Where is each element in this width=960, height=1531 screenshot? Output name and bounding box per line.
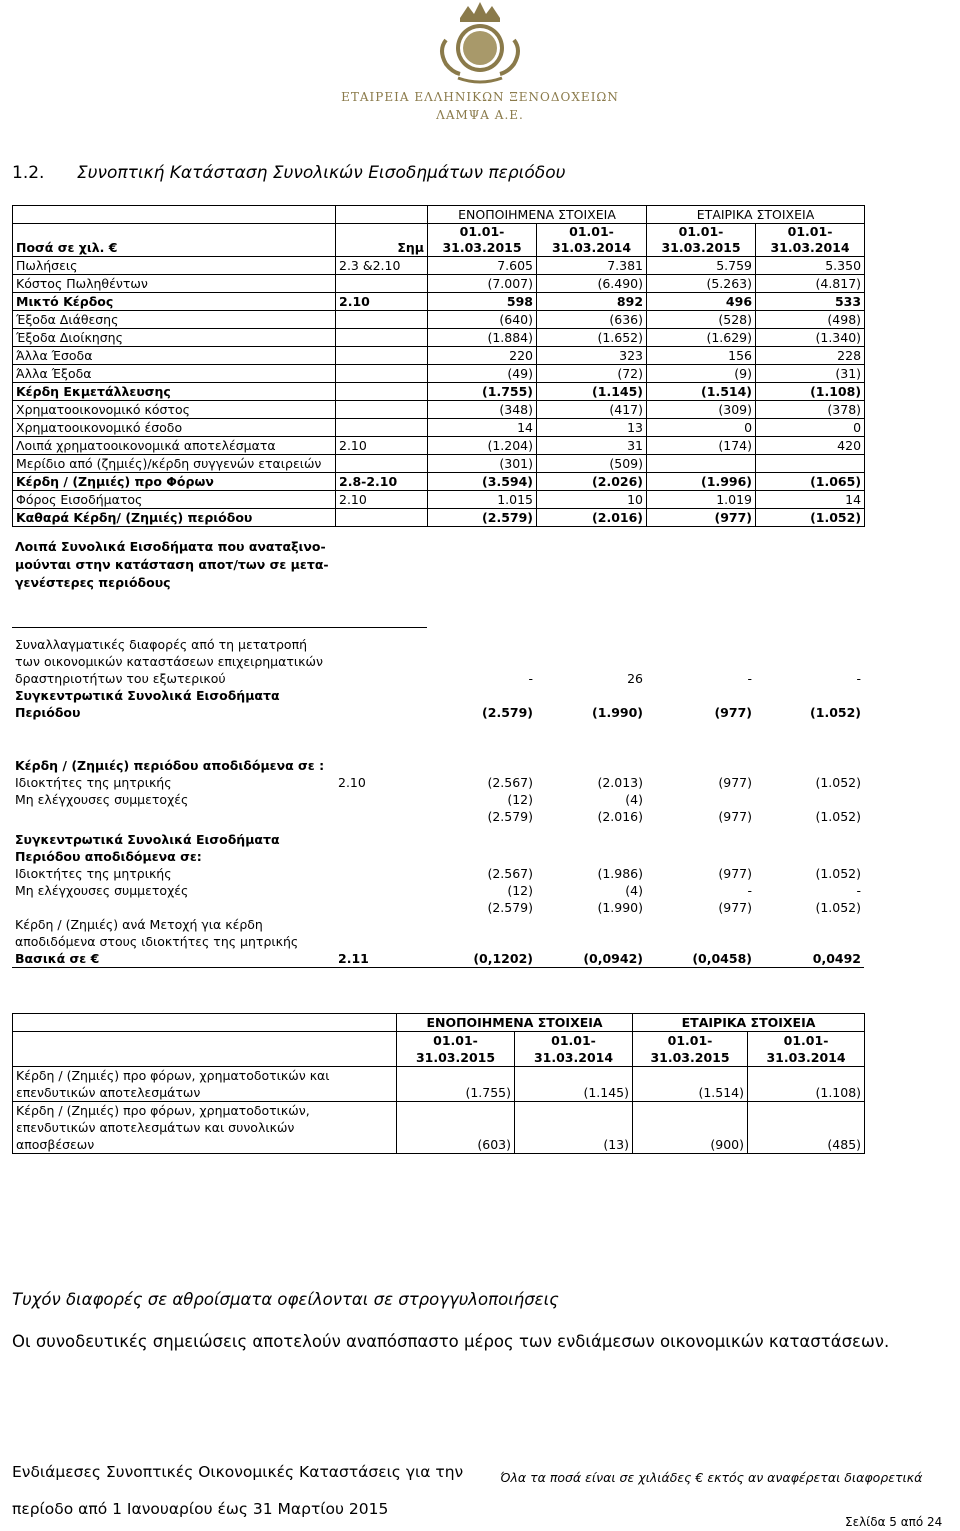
table-row [13,491,865,509]
value-cell: (977) [718,865,752,881]
value-cell: - [528,670,533,686]
note-cell [336,509,428,527]
table-row [12,687,864,721]
value-cell: (1.204) [428,437,537,455]
value-cell: - [747,670,752,686]
value-cell: (2.016) [537,509,647,527]
header-consolidated: ΕΝΟΠΟΙΗΜΕΝΑ ΣΤΟΙΧΕΙΑ [397,1014,633,1032]
value-cell: (2.013) [597,774,643,790]
note-cell [336,311,428,329]
owners-label: Ιδιοκτήτες της μητρικής [15,865,172,881]
table-row [13,437,865,455]
value-cell: 156 [647,347,756,365]
value-cell: (528) [647,311,756,329]
value-cell: 598 [428,293,537,311]
value-cell: (1.990) [592,704,643,720]
value-cell: (348) [428,401,537,419]
logo-company-name: ΕΤΑΙΡΕΙΑ ΕΛΛΗΝΙΚΩΝ ΞΕΝΟΔΟΧΕΙΩΝ [341,90,619,104]
tci-attributable-heading: Συγκεντρωτικά Συνολικά Εισοδήματα Περιόδου αποδιδόμενα σε: [15,831,280,864]
table-header-row [13,1032,865,1067]
table-row [13,311,865,329]
header-period: 01.01- 31.03.2014 [756,224,865,257]
table-row [12,899,864,916]
comprehensive-income-table [12,538,864,969]
table-row [13,383,865,401]
value-cell: 7.605 [428,257,537,275]
table-row [12,774,864,791]
table-row [12,865,864,882]
value-cell [756,455,865,473]
value-cell: 892 [537,293,647,311]
value-cell: (900) [633,1102,748,1154]
value-cell: 0,0492 [812,950,861,966]
ebit-label: Κέρδη / (Ζημιές) προ φόρων, χρηματοδοτικών και επενδυτικών αποτελεσμάτων [13,1067,397,1102]
row-label: Λοιπά χρηματοοικονομικά αποτελέσματα [13,437,336,455]
value-cell: 10 [537,491,647,509]
table-row [13,275,865,293]
value-cell: (1.052) [815,774,861,790]
value-cell: 323 [537,347,647,365]
value-cell: 14 [756,491,865,509]
value-cell: (378) [756,401,865,419]
value-cell: (3.594) [428,473,537,491]
table-row [12,538,864,628]
value-cell: 26 [627,670,643,686]
value-cell: (1.996) [647,473,756,491]
table-row [13,1067,865,1102]
note-cell [336,419,428,437]
value-cell: (0,0458) [692,950,752,966]
value-cell: (1.629) [647,329,756,347]
note-cell: 2.11 [338,950,369,966]
value-cell: (498) [756,311,865,329]
value-cell: (9) [647,365,756,383]
value-cell: (977) [714,704,752,720]
value-cell: (485) [748,1102,865,1154]
header-period: 01.01- 31.03.2014 [748,1032,865,1067]
row-label: Μερίδιο από (ζημιές)/κέρδη συγγενών εταιρειών [13,455,336,473]
row-label: Χρηματοοικονομικό κόστος [13,401,336,419]
row-label: Άλλα Έσοδα [13,347,336,365]
value-cell: (13) [515,1102,633,1154]
header-period: 01.01- 31.03.2015 [397,1032,515,1067]
table-row [13,365,865,383]
value-cell: (2.579) [487,899,533,915]
value-cell: (1.145) [515,1067,633,1102]
section-number: 1.2. [12,163,45,183]
section-heading [12,163,565,183]
value-cell: (4.817) [756,275,865,293]
value-cell: 220 [428,347,537,365]
table-row [12,636,864,687]
income-statement-rows [13,257,865,527]
section-title: Συνοπτική Κατάσταση Συνολικών Εισοδημάτων περιόδου [76,163,566,183]
header-company: ΕΤΑΙΡΙΚΑ ΣΤΟΙΧΕΙΑ [647,206,865,224]
value-cell: (977) [718,774,752,790]
row-label: Έξοδα Διοίκησης [13,329,336,347]
value-cell: (1.990) [597,899,643,915]
value-cell: (1.755) [428,383,537,401]
value-cell: 496 [647,293,756,311]
value-cell: - [747,882,752,898]
eps-label: Κέρδη / (Ζημιές) ανά Μετοχή για κέρδη αποδιδόμενα στους ιδιοκτήτες της μητρικής [15,916,299,949]
value-cell: (1.340) [756,329,865,347]
row-label: Άλλα Έξοδα [13,365,336,383]
value-cell: 228 [756,347,865,365]
value-cell: (2.579) [482,704,533,720]
value-cell: 1.019 [647,491,756,509]
table-row [13,419,865,437]
page-number: Σελίδα 5 από 24 [845,1515,943,1529]
note-cell: 2.10 [336,491,428,509]
note-cell: 2.3 &2.10 [336,257,428,275]
value-cell: (1.065) [756,473,865,491]
table-row [12,882,864,899]
value-cell: (2.579) [487,808,533,824]
rounding-note: Τυχόν διαφορές σε αθροίσματα οφείλονται σε στρογγυλοποιήσεις [12,1290,559,1309]
row-label: Κέρδη / (Ζημιές) προ Φόρων [13,473,336,491]
table-row [13,293,865,311]
nci-label: Μη ελέγχουσες συμμετοχές [15,882,189,898]
row-label: Κέρδη Εκμετάλλευσης [13,383,336,401]
attributable-heading: Κέρδη / (Ζημιές) περιόδου αποδιδόμενα σε : [15,757,325,773]
note-cell [336,455,428,473]
value-cell: (509) [537,455,647,473]
value-cell: (977) [718,899,752,915]
value-cell: (1.108) [748,1067,865,1102]
company-logo [0,0,960,130]
value-cell: 420 [756,437,865,455]
table-row [12,757,864,774]
value-cell: 14 [428,419,537,437]
value-cell: (977) [647,509,756,527]
value-cell: (1.052) [815,899,861,915]
value-cell: (1.652) [537,329,647,347]
value-cell [646,791,755,808]
value-cell [755,791,864,808]
value-cell: (2.567) [487,865,533,881]
header-period: 01.01- 31.03.2014 [515,1032,633,1067]
row-label: Μικτό Κέρδος [13,293,336,311]
header-note: Σημ [336,224,428,257]
header-amounts: Ποσά σε χιλ. € [13,224,336,257]
value-cell: (2.026) [537,473,647,491]
ebitda-label: Κέρδη / (Ζημιές) προ φόρων, χρηματοδοτικών, επενδυτικών αποτελεσμάτων και συνολικών αποσβέσεων [13,1102,397,1154]
value-cell: 5.759 [647,257,756,275]
value-cell: (1.052) [815,865,861,881]
value-cell: (1.052) [756,509,865,527]
owners-label: Ιδιοκτήτες της μητρικής [15,774,172,790]
value-cell: (636) [537,311,647,329]
value-cell: (2.567) [487,774,533,790]
value-cell: (4) [625,791,643,807]
value-cell: (309) [647,401,756,419]
value-cell: 1.015 [428,491,537,509]
header-period: 01.01- 31.03.2015 [428,224,537,257]
row-label: Καθαρά Κέρδη/ (Ζημιές) περιόδου [13,509,336,527]
value-cell: (1.052) [815,808,861,824]
fx-differences-label: Συναλλαγματικές διαφορές από τη μετατροπή των οικονομικών καταστάσεων επιχειρηματικών δραστηριοτήτων του εξωτερικού [15,636,323,686]
value-cell: (301) [428,455,537,473]
note-cell [336,275,428,293]
header-period: 01.01- 31.03.2014 [537,224,647,257]
value-cell: (2.016) [597,808,643,824]
total-comprehensive-label: Συγκεντρωτικά Συνολικά Εισοδήματα Περιόδου [15,687,280,720]
table-row [12,791,864,808]
footer-doc-title: Ενδιάμεσες Συνοπτικές Οικονομικές Καταστάσεις για την [12,1463,464,1481]
note-cell [336,365,428,383]
row-label: Χρηματοοικονομικό έσοδο [13,419,336,437]
value-cell: (1.108) [756,383,865,401]
header-period: 01.01- 31.03.2015 [633,1032,748,1067]
value-cell: - [856,882,861,898]
row-label: Έξοδα Διάθεσης [13,311,336,329]
value-cell: (7.007) [428,275,537,293]
header-period: 01.01- 31.03.2015 [647,224,756,257]
value-cell: (49) [428,365,537,383]
table-row [13,401,865,419]
value-cell: (4) [625,882,643,898]
table-row [13,329,865,347]
note-cell [336,383,428,401]
table-row [13,509,865,527]
table-row [13,257,865,275]
value-cell: (640) [428,311,537,329]
value-cell: (417) [537,401,647,419]
value-cell: (2.579) [428,509,537,527]
basic-eps-label: Βασικά σε € [15,950,100,966]
value-cell: (0,0942) [583,950,643,966]
note-cell: 2.10 [336,293,428,311]
value-cell: (1.884) [428,329,537,347]
value-cell: (72) [537,365,647,383]
value-cell: 31 [537,437,647,455]
crown-crest-icon [430,0,530,88]
header-company: ΕΤΑΙΡΙΚΑ ΣΤΟΙΧΕΙΑ [633,1014,865,1032]
row-label: Πωλήσεις [13,257,336,275]
table-row [13,1102,865,1154]
value-cell: (1.986) [597,865,643,881]
value-cell: (174) [647,437,756,455]
value-cell: (1.145) [537,383,647,401]
value-cell: (12) [507,882,533,898]
value-cell: 5.350 [756,257,865,275]
value-cell [647,455,756,473]
value-cell: (31) [756,365,865,383]
table-row [13,473,865,491]
value-cell: 0 [756,419,865,437]
note-cell [336,401,428,419]
value-cell: 13 [537,419,647,437]
table-header-row [13,1014,865,1032]
value-cell: (1.755) [397,1067,515,1102]
row-label: Κόστος Πωληθέντων [13,275,336,293]
value-cell: (6.490) [537,275,647,293]
value-cell: 0 [647,419,756,437]
table-row [12,831,864,865]
table-row [12,950,864,968]
income-statement-table [12,205,865,527]
nci-label: Μη ελέγχουσες συμμετοχές [15,791,189,807]
footer-amounts-note: Όλα τα ποσά είναι σε χιλιάδες € εκτός αν αναφέρεται διαφορετικά [500,1470,923,1485]
table-row [12,808,864,825]
value-cell: 533 [756,293,865,311]
value-cell: (1.052) [810,704,861,720]
footer-doc-period: περίοδο από 1 Ιανουαρίου έως 31 Μαρτίου 2015 [12,1500,389,1518]
note-cell [336,329,428,347]
note-cell: 2.10 [338,774,366,790]
oci-heading: Λοιπά Συνολικά Εισοδήματα που αναταξινο- μούνται στην κατάσταση αποτ/των σε μετα- γενέστερες περιόδους [12,538,427,628]
value-cell: (5.263) [647,275,756,293]
row-label: Φόρος Εισοδήματος [13,491,336,509]
value-cell: (12) [507,791,533,807]
table-row [12,916,864,950]
note-cell: 2.10 [336,437,428,455]
value-cell: 7.381 [537,257,647,275]
header-consolidated: ΕΝΟΠΟΙΗΜΕΝΑ ΣΤΟΙΧΕΙΑ [428,206,647,224]
logo-company-short: ΛΑΜΨΑ Α.Ε. [436,108,524,122]
value-cell: (603) [397,1102,515,1154]
table-header-row [13,224,865,257]
note-cell: 2.8-2.10 [336,473,428,491]
value-cell: (1.514) [633,1067,748,1102]
note-cell [336,347,428,365]
value-cell: - [856,670,861,686]
table-row [13,347,865,365]
value-cell: (977) [718,808,752,824]
value-cell: (0,1202) [473,950,533,966]
table-header-row [13,206,865,224]
table-row [13,455,865,473]
ebitda-table [12,1013,865,1154]
value-cell: (1.514) [647,383,756,401]
integral-notes-statement: Οι συνοδευτικές σημειώσεις αποτελούν αναπόσπαστο μέρος των ενδιάμεσων οικονομικών καταστάσεων. [12,1332,890,1351]
